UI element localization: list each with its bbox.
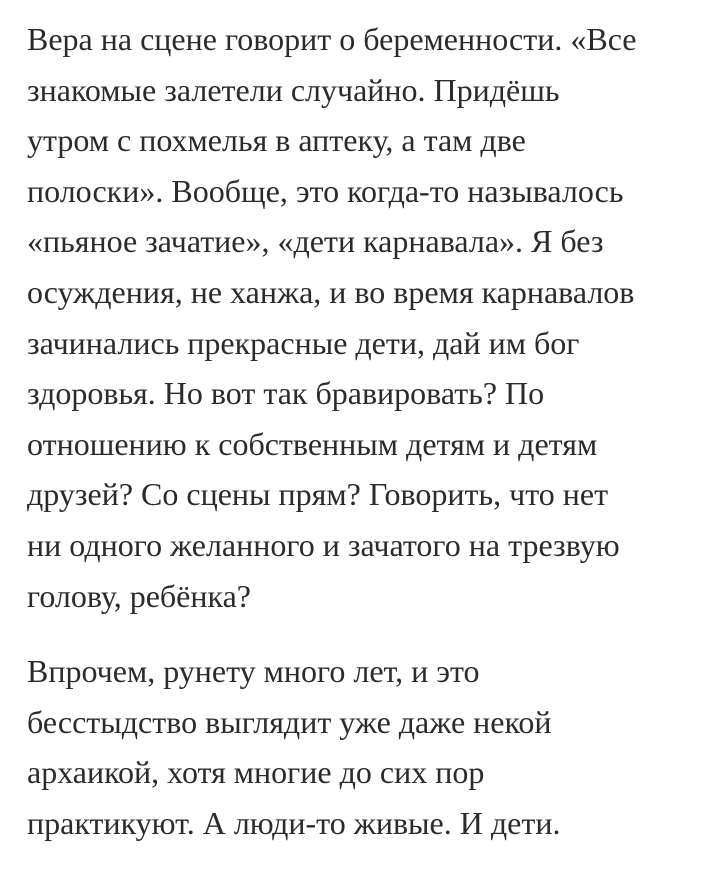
- paragraph-1: [27, 14, 702, 621]
- text-line: отношению к собственным детям и детям: [27, 425, 598, 462]
- text-line: Вера на сцене говорит о беременности. «Все: [27, 21, 637, 57]
- article-body: [27, 14, 702, 849]
- text-line: зачинались прекрасные дети, дай им бог: [27, 324, 580, 361]
- text-line: Впрочем, рунету много лет, и это: [27, 653, 480, 690]
- text-line: «пьяное зачатие», «дети карнавала». Я без: [27, 223, 604, 260]
- text-line: практикуют. А люди-то живые. И дети.: [27, 804, 561, 841]
- text-line: утром с похмелья в аптеку, а там две: [27, 122, 526, 159]
- text-line: бесстыдство выглядит уже даже некой: [27, 703, 552, 740]
- text-line: знакомые залетели случайно. Придёшь: [27, 71, 560, 108]
- text-line: ни одного желанного и зачатого на трезвую: [27, 526, 620, 563]
- text-line: архаикой, хотя многие до сих пор: [27, 754, 485, 791]
- text-line: голову, ребёнка?: [27, 577, 251, 614]
- paragraph-2: [27, 646, 702, 848]
- text-line: осуждения, не ханжа, и во время карнавалов: [27, 273, 635, 310]
- text-line: друзей? Со сцены прям? Говорить, что нет: [27, 476, 609, 513]
- text-line: полоски». Вообще, это когда-то называлось: [27, 172, 624, 209]
- text-line: здоровья. Но вот так бравировать? По: [27, 375, 545, 412]
